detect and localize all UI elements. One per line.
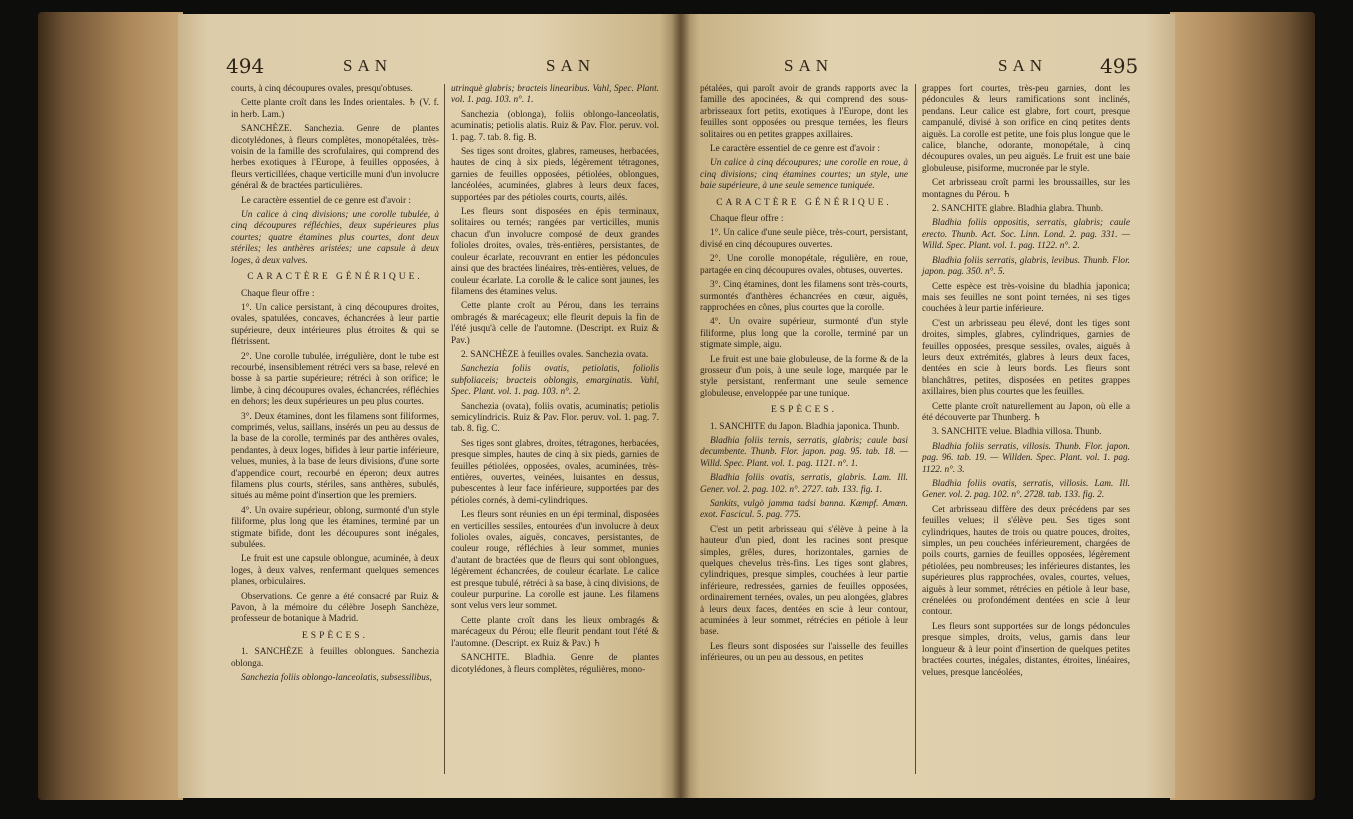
right-page-edges (1170, 12, 1315, 800)
paragraph: 4°. Un ovaire supérieur, surmonté d'un style filiforme, plus long que la corolle, terminé par un stigmate simple, aigu. (700, 317, 908, 351)
paragraph: 2°. Une corolle monopétale, régulière, en roue, partagée en cinq découpures ovales, obtuses, ouvertes. (700, 254, 908, 276)
paragraph: Le caractère essentiel de ce genre est d'avoir : (710, 144, 880, 155)
column-rule (915, 84, 916, 774)
paragraph: Cet arbrisseau croît parmi les broussailles, sur les montagnes du Pérou. ♄ (922, 178, 1130, 200)
paragraph: Sankits, vulgò jamma tadsi banna. Kæmpf. Amœn. exot. Fascicul. 5. pag. 775. (700, 499, 908, 521)
paragraph: 2. SANCHITE glabre. Bladhia glabra. Thunb. (932, 204, 1104, 215)
paragraph: 3. SANCHITE velue. Bladhia villosa. Thunb. (932, 427, 1102, 438)
paragraph: courts, à cinq découpures ovales, presqu'obtuses. (231, 84, 413, 94)
paragraph: 2. SANCHÈZE à feuilles ovales. Sanchezia ovata. (461, 349, 649, 360)
paragraph: Cette plante croît naturellement au Japon, où elle a été découverte par Thunberg. ♄ (922, 401, 1130, 423)
paragraph: Les fleurs sont supportées sur de longs pédoncules presque simples, droits, velus, garnis dans leur longueur & à leur point d'insertion de quelques petites bractées courtes, inégales, distantes, étroites, linéaires, velues, presque lancéolées, (922, 621, 1130, 678)
paragraph: 3°. Deux étamines, dont les filamens sont filiformes, comprimés, velus, saillans, insérés un peu au dessus de la base de la corolle, terminés par des anthères ovales, pendantes, à deux loges, bifides à leur partie inférieure, velues, munies, à la base de leurs divisions, d'une sorte d'appendice court, recourbé en éperon; deux autres filamens plus courts, stériles, sans anthères, subulés, situés au même point d'insertion que les premiers. (231, 411, 439, 502)
paragraph: Le fruit est une baie globuleuse, de la forme & de la grosseur d'un pois, à une seule loge, marquée par le style persistant, renfermant une seule semence globuleuse, enveloppée par une tunique. (700, 354, 908, 399)
paragraph: 1°. Un calice persistant, à cinq découpures droites, ovales, spatulées, concaves, échancrées à leur partie supérieure, deux intérieures plus étroites & qui se flétrissent. (231, 302, 439, 348)
paragraph: Bladhia foliis serratis, glabris, levibus. Thunb. Flor. japon. pag. 350. n°. 5. (922, 255, 1130, 278)
section-heading: CARACTÈRE GÉNÉRIQUE. (716, 197, 892, 208)
left-page (178, 14, 680, 798)
paragraph: grappes fort courtes, très-peu garnies, dont les pédoncules & leurs ramifications sont inclinés, pendans. Leur calice est glabre, fort court, presque campanulé, divisé à son orifice en cinq petites dents aiguës. La corolle est petite, une fois plus longue que le calice, blanche, odorante, monopétale, à cinq découpures ovales, un peu aiguës. Le fruit est une baie globuleuse, pisiforme, mucronée par le style. (922, 84, 1130, 174)
paragraph: utrinquè glabris; bracteis linearibus. Vahl, Spec. Plant. vol. 1. pag. 103. n°. 1. (451, 84, 659, 106)
paragraph: Un calice à cinq découpures; une corolle en roue, à cinq divisions; cinq étamines courtes; un style, une baie supérieure, à une seule semence tuniquée. (700, 158, 908, 192)
section-heading: CARACTÈRE GÉNÉRIQUE. (247, 272, 423, 283)
paragraph: SANCHITE. Bladhia. Genre de plantes dicotylédones, à fleurs complètes, régulières, mono- (451, 653, 659, 675)
paragraph: Ses tiges sont glabres, droites, tétragones, herbacées, presque simples, hautes de cinq à six pieds, garnies de feuilles pétiolées, opposées, ovales, acuminées, très-entières, ouvertes, veinées, luisantes en dessus, pubescentes à leur face inférieure, supportées par des pétioles cornés, à demi-cylindriques. (451, 438, 659, 506)
paragraph: 3°. Cinq étamines, dont les filamens sont très-courts, surmontés d'anthères échancrées en cœur, aiguës, rapprochées en cônes, plus courtes que la corolle. (700, 280, 908, 313)
column-rule (444, 84, 445, 774)
section-heading: ESPÈCES. (771, 405, 837, 416)
paragraph: Bladhia foliis ternis, serratis, glabris; caule basi decumbente. Thunb. Flor. japon. pag. 95. tab. 18. — Willd. Spec. Plant. vol. 1. pag. 1121. n°. 1. (700, 435, 908, 469)
paragraph: Un calice à cinq divisions; une corolle tubulée, à cinq découpures réfléchies, deux supérieures plus courtes; quatre étamines plus courtes, dont deux stériles; les anthères aristées; une capsule à deux loges, à deux valves. (231, 210, 439, 266)
paragraph: Le caractère essentiel de ce genre est d'avoir : (241, 195, 411, 206)
right-column-2 (922, 84, 1130, 682)
left-page-edges (38, 12, 183, 800)
section-heading: ESPÈCES. (302, 630, 368, 641)
paragraph: Chaque fleur offre : (710, 214, 784, 225)
book-gutter (672, 14, 690, 798)
running-header-left-1: SAN (343, 56, 393, 75)
right-page (680, 14, 1175, 798)
page-number-left: 494 (226, 54, 265, 78)
paragraph: Cet arbrisseau diffère des deux précédens par ses feuilles velues; il s'élève peu. Ses tiges sont cylindriques, hautes de trois ou quatre pouces, droites, simples, un peu couchées inférieurement, chargées de poils courts, garnies de feuilles opposées, légèrement pétiolées, peu nombreuses; les inférieures distantes, les supérieures plus rapprochées, ovales, courtes, velues, aiguës à leur sommet, rétrécies en pétiole à leur base, crénelées ou profondément dentées en scie à leur contour. (922, 504, 1130, 618)
paragraph: Sanchezia (ovata), foliis ovatis, acuminatis; petiolis semicylindricis. Ruiz & Pav. Flor. peruv. vol. 1. pag. 7. tab. 8. fig. C. (451, 401, 659, 435)
paragraph: Bladhia foliis ovatis, serratis, glabris. Lam. Ill. Gener. vol. 2. pag. 102. n°. 2727. tab. 133. fig. 1. (700, 473, 908, 495)
paragraph: 1°. Un calice d'une seule pièce, très-court, persistant, divisé en cinq découpures ouvertes. (700, 228, 908, 250)
paragraph: Cette espèce est très-voisine du bladhia japonica; mais ses feuilles ne sont point ternées, ni ses tiges couchées à leur partie inférieure. (922, 281, 1130, 315)
paragraph: C'est un arbrisseau peu élevé, dont les tiges sont droites, simples, glabres, cylindriques, garnies de feuilles opposées, presque sessiles, ovales, aiguës à leurs deux extrémités, glabres à leurs deux faces, dentées en scie à leurs bords. Les fleurs sont blanchâtres, petites, disposées en petites grappes axillaires, bien plus courtes que les feuilles. (922, 318, 1130, 398)
paragraph: 1. SANCHITE du Japon. Bladhia japonica. Thunb. (710, 421, 900, 432)
page-number-right: 495 (1100, 54, 1139, 78)
paragraph: Les fleurs sont disposées en épis terminaux, solitaires ou ternés; rangées par verticilles, munis chacun d'un involucre composé de deux grandes folioles droites, ovales, très-entières, persistantes, de couleur écarlate, recouvrant en entier les pédoncules ainsi que des bractées linéaires, très-entières, velues, de couleur écarlate. La corolle & le calice sont jaunes, les filamens des étamines velus. (451, 207, 659, 297)
paragraph: Les fleurs sont disposées sur l'aisselle des feuilles inférieures, ou un peu au dessous, en petites (700, 641, 908, 664)
running-header-right-2: SAN (998, 56, 1048, 75)
paragraph: Les fleurs sont réunies en un épi terminal, disposées en verticilles sessiles, entourées d'un involucre à deux folioles ovales, aiguës, concaves, persistantes, de couleur rouge, réfléchies à leur sommet, munies d'autant de bractées que de fleurs qui sont oblongues, légèrement échancrées, de couleur écarlate. Le calice est presque tubulé, rétréci à sa base, à cinq divisions, de couleur purpurine. La corolle est jaune. Les filamens sont velus vers leur sommet. (451, 510, 659, 612)
left-column-1 (231, 84, 439, 688)
paragraph: Sanchezia foliis oblongo-lanceolatis, subsessilibus, (241, 673, 432, 684)
paragraph: Ses tiges sont droites, glabres, rameuses, herbacées, hautes de cinq à six pieds, légèrement tétragones, garnies de feuilles opposées, pétiolées, oblongues, lancéolées, acuminées, glabres à leurs deux faces, supportées par des pétioles courts, courts, ailés. (451, 147, 659, 203)
paragraph: Chaque fleur offre : (241, 288, 315, 299)
paragraph: SANCHÈZE. Sanchezia. Genre de plantes dicotylédones, à fleurs complètes, monopétalées, très-voisin de la famille des scrofulaires, qui comprend des herbes exotiques à l'Europe, à feuilles opposées, à fleurs verticillées, chaque verticille muni d'un involucre général & de bractées particulières. (231, 124, 439, 192)
paragraph: Observations. Ce genre a été consacré par Ruiz & Pavon, à la mémoire du célèbre Joseph Sanchèze, professeur de botanique à Madrid. (231, 591, 439, 625)
paragraph: Sanchezia foliis ovatis, petiolatis, foliolis subfoliaceis; bracteis oblongis, emarginatis. Vahl, Spec. Plant. vol. 1. pag. 103. n°. 2. (451, 364, 659, 398)
paragraph: 2°. Une corolle tubulée, irrégulière, dont le tube est recourbé, insensiblement rétréci vers sa base, relevé en bosse à sa partie supérieure; rétréci à son orifice; le limbe, à cinq découpures ovales, échancrées, réfléchies en dehors; les deux supérieures un peu plus courtes. (231, 351, 439, 408)
paragraph: Bladhia foliis ovatis, serratis, villosis. Lam. Ill. Gener. vol. 2. pag. 102. n°. 2728. tab. 133. fig. 2. (922, 479, 1130, 501)
paragraph: 4°. Un ovaire supérieur, oblong, surmonté d'un style filiforme, plus long que les étamines, terminé par un stigmate bifide, dont les découpures sont inégales, subulées. (231, 505, 439, 551)
running-header-left-2: SAN (546, 56, 596, 75)
paragraph: Cette plante croît au Pérou, dans les terrains ombragés & marécageux; elle fleurit depuis la fin de l'été jusqu'à celle de l'automne. (Descript. ex Ruiz & Pav.) (451, 301, 659, 346)
paragraph: Cette plante croît dans les lieux ombragés & marécageux du Pérou; elle fleurit pendant tout l'été & l'automne. (Descript. ex Ruiz & Pav.) ♄ (451, 615, 659, 649)
running-header-right-1: SAN (784, 56, 834, 75)
paragraph: Le fruit est une capsule oblongue, acuminée, à deux loges, à deux valves, renfermant quelques semences planes, orbiculaires. (231, 554, 439, 588)
paragraph: 1. SANCHÈZE à feuilles oblongues. Sanchezia oblonga. (231, 647, 439, 669)
paragraph: Bladhia foliis serratis, villosis. Thunb. Flor. japon. pag. 96. tab. 19. — Willden. Spec. Plant. vol. 1. pag. 1122. n°. 3. (922, 441, 1130, 475)
paragraph: Cette plante croît dans les Indes orientales. ♄ (V. f. in herb. Lam.) (231, 98, 439, 120)
paragraph: pétalées, qui paroît avoir de grands rapports avec la famille des apocinées, & qui comprend des sous-arbrisseaux fort petits, exotiques à l'Europe, dont les feuilles sont opposées ou presque ternées, les fleurs solitaires ou en petites grappes axillaires. (700, 84, 908, 140)
right-column-1 (700, 84, 908, 668)
paragraph: C'est un petit arbrisseau qui s'élève à peine à la hauteur d'un pied, dont les racines sont presque simples, grêles, dures, horizontales, garnies de quelques chevelus très-fins. Les tiges sont glabres, cylindriques, presque simples, couchées à leur partie inférieure, redressées, garnies de feuilles opposées, ordinairement ternées, ovales, un peu alongées, glabres à leurs deux faces, dentées en scie à leur contour, acuminées à leur sommet, rétrécies en pétiole à leur base. (700, 524, 908, 638)
left-column-2 (451, 84, 659, 679)
paragraph: Sanchezia (oblonga), foliis oblongo-lanceolatis, acuminatis; petiolis alatis. Ruiz & Pav. Flor. peruv. vol. 1. pag. 7. tab. 8. fig. B. (451, 109, 659, 143)
paragraph: Bladhia foliis oppositis, serratis, glabris; caule erecto. Thunb. Act. Soc. Linn. Lond. 2. pag. 331. — Willd. Spec. Plant. vol. 1. pag. 1122. n°. 2. (922, 218, 1130, 252)
